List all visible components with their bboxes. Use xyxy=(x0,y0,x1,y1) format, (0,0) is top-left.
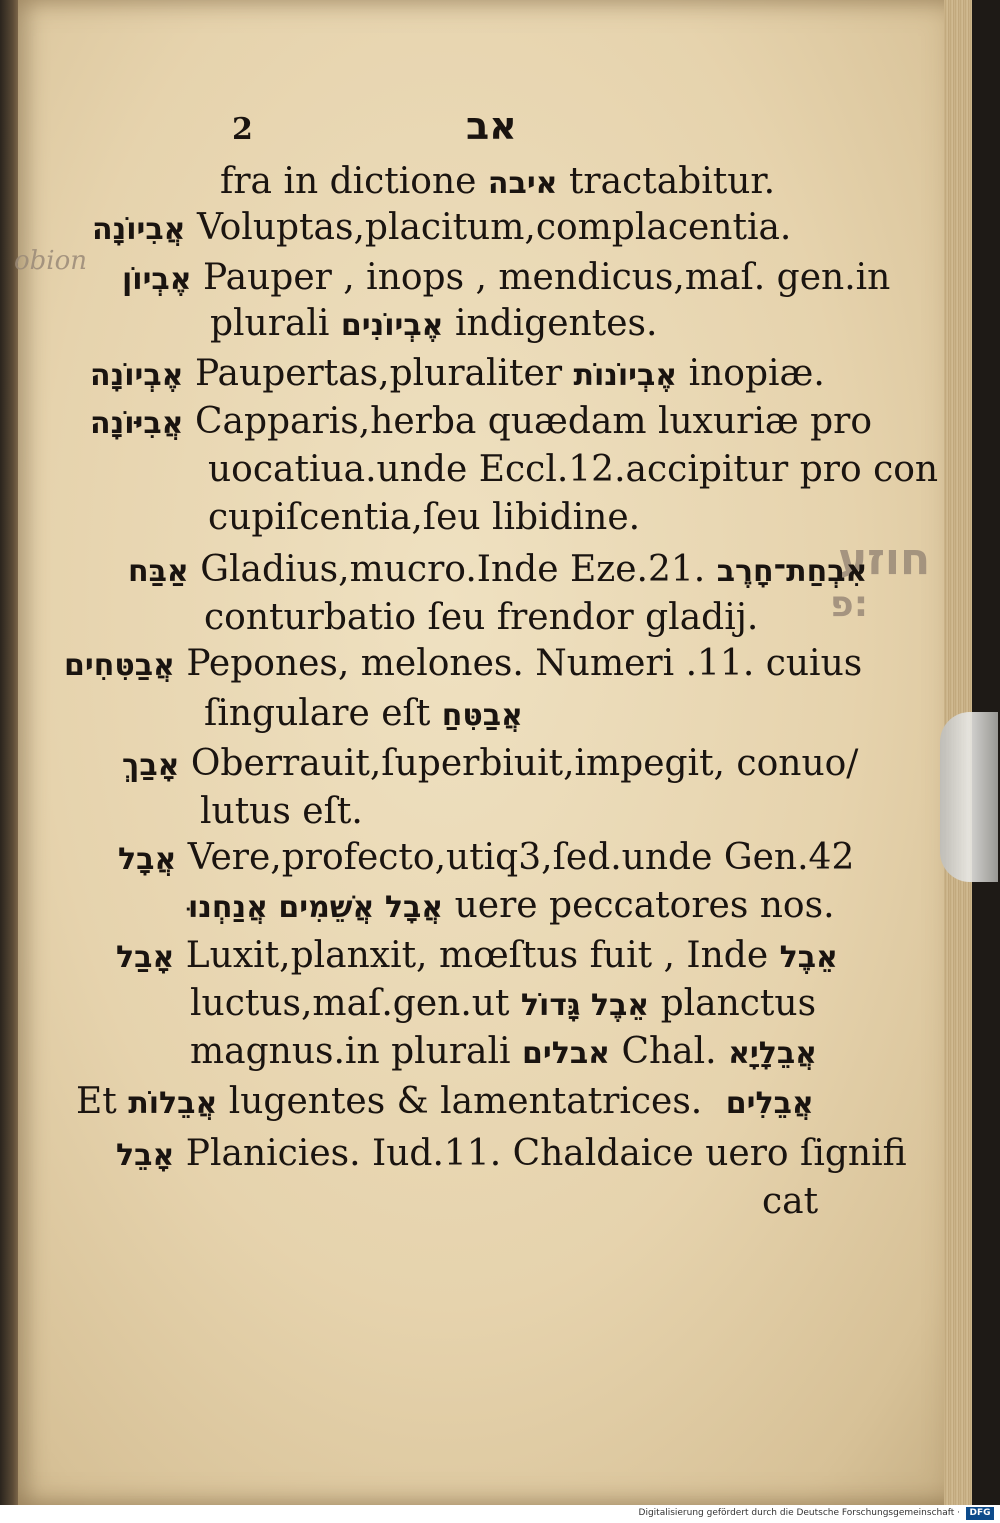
latin-text: Capparis,herba quædam luxuriæ pro xyxy=(194,401,873,442)
latin-text: luctus,maſ.gen.ut xyxy=(190,983,510,1024)
text-line xyxy=(116,934,838,980)
text-line xyxy=(64,642,862,688)
hebrew-headword: אָבַךְ xyxy=(122,748,180,783)
text-line xyxy=(128,548,867,594)
latin-text: conturbatio ſeu frendor gladij. xyxy=(204,597,759,638)
text-line xyxy=(90,400,872,446)
text-line xyxy=(118,836,854,882)
dfg-logo: DFG xyxy=(966,1507,994,1520)
hebrew-word: איבה xyxy=(487,166,558,201)
hebrew-word: אֵבֶל xyxy=(779,940,838,975)
text-line xyxy=(76,1080,814,1126)
hebrew-headword: אֶבְיוֹנָה xyxy=(90,358,184,393)
hebrew-word: אֶבְיוֹנִים xyxy=(340,308,444,343)
footer-bar xyxy=(0,1505,1000,1523)
text-line xyxy=(210,302,657,348)
latin-text: Oberrauit,ſuperbiuit,impegit, conuo/ xyxy=(190,743,859,784)
hebrew-headword: אָבֵל xyxy=(116,1138,175,1173)
running-head: אב xyxy=(466,104,517,148)
hebrew-word: אֲבֵלָיָא xyxy=(728,1036,818,1071)
binding-edge xyxy=(0,0,18,1505)
text-line xyxy=(90,352,825,398)
latin-text: plurali xyxy=(210,303,330,344)
footer-credit: Digitalisierung gefördert durch die Deutsche Forschungsgemeinschaft · xyxy=(638,1508,960,1518)
latin-text: Chal. xyxy=(621,1031,717,1072)
text-line xyxy=(122,256,890,302)
latin-text: inopiæ. xyxy=(688,353,825,394)
latin-text: Planicies. Iud.11. Chaldaice uero ſignifi xyxy=(185,1133,907,1174)
margin-note-left: obion xyxy=(14,246,88,276)
latin-text: Luxit,planxit, mœſtus fuit , Inde xyxy=(185,935,769,976)
hebrew-headword: אָבַל xyxy=(116,940,175,975)
latin-text: indigentes. xyxy=(454,303,658,344)
hebrew-word: אֲבַטִּחַ xyxy=(441,698,523,733)
latin-text: Vere,profecto,utiq3,ſed.unde Gen.42 xyxy=(187,837,855,878)
latin-text: ſingulare eſt xyxy=(204,693,431,734)
latin-text: uere peccatores nos. xyxy=(454,885,835,926)
hebrew-word: אֶבְיוֹנוֹת xyxy=(573,358,678,393)
hebrew-headword: אֲבִיוֹנָה xyxy=(92,212,186,247)
latin-text: Gladius,mucro.Inde Eze.21. xyxy=(200,549,706,590)
latin-text: Pepones, melones. Numeri .11. cuius xyxy=(186,643,863,684)
page-number: 2 xyxy=(232,112,253,147)
latin-text: planctus xyxy=(660,983,817,1024)
latin-text: Paupertas,pluraliter xyxy=(194,353,563,394)
latin-text: magnus.in plurali xyxy=(190,1031,511,1072)
text-line xyxy=(204,596,758,640)
hebrew-headword: אֲבַטִּחִים xyxy=(64,648,175,683)
latin-text: lugentes & lamentatrices. xyxy=(228,1081,703,1122)
latin-text: Pauper , inops , mendicus,maſ. gen.in xyxy=(203,257,891,298)
latin-text: fra in dictione xyxy=(220,161,477,202)
text-line xyxy=(92,206,791,252)
text-line xyxy=(204,692,523,738)
margin-note-right-2: פ: xyxy=(830,584,869,625)
hebrew-word: אִבְחַת־חָרֶב xyxy=(716,554,868,589)
hebrew-headword: אֲבִיּוֹנָה xyxy=(90,406,184,441)
latin-text: Voluptas,placitum,complacentia. xyxy=(196,207,792,248)
hebrew-phrase: אֲבָל אֲשֵׁמִים אֲנַחְנוּ xyxy=(188,890,444,925)
latin-text: uocatiua.unde Eccl.12.accipitur pro con xyxy=(208,449,939,490)
latin-text: lutus eſt. xyxy=(200,791,363,832)
text-line xyxy=(188,884,835,930)
latin-text: cat xyxy=(762,1181,819,1222)
hebrew-word: אֵבֶל גָּדוֹל xyxy=(520,988,650,1023)
text-line xyxy=(190,982,816,1028)
text-line xyxy=(220,160,775,206)
page-tab-marker xyxy=(940,712,998,882)
latin-text: Et xyxy=(76,1081,117,1122)
text-line xyxy=(208,448,938,492)
text-line xyxy=(208,496,640,540)
hebrew-word: אבלים xyxy=(521,1036,610,1071)
catchword xyxy=(762,1180,818,1224)
text-line xyxy=(116,1132,907,1178)
hebrew-headword: אַבַּח xyxy=(128,554,189,589)
text-line xyxy=(190,1030,817,1076)
latin-text: tractabitur. xyxy=(568,161,776,202)
hebrew-headword: אֲבָל xyxy=(118,842,177,877)
margin-note-right-1: חוזע xyxy=(838,534,931,585)
hebrew-word: אֲבֵלוֹת xyxy=(128,1086,218,1121)
hebrew-headword: אֶבְיוֹן xyxy=(122,262,192,297)
text-line xyxy=(122,742,858,788)
text-line xyxy=(200,790,363,834)
latin-text: cupiſcentia,ſeu libidine. xyxy=(208,497,641,538)
hebrew-headword: אֲבֵלִים xyxy=(725,1086,814,1121)
